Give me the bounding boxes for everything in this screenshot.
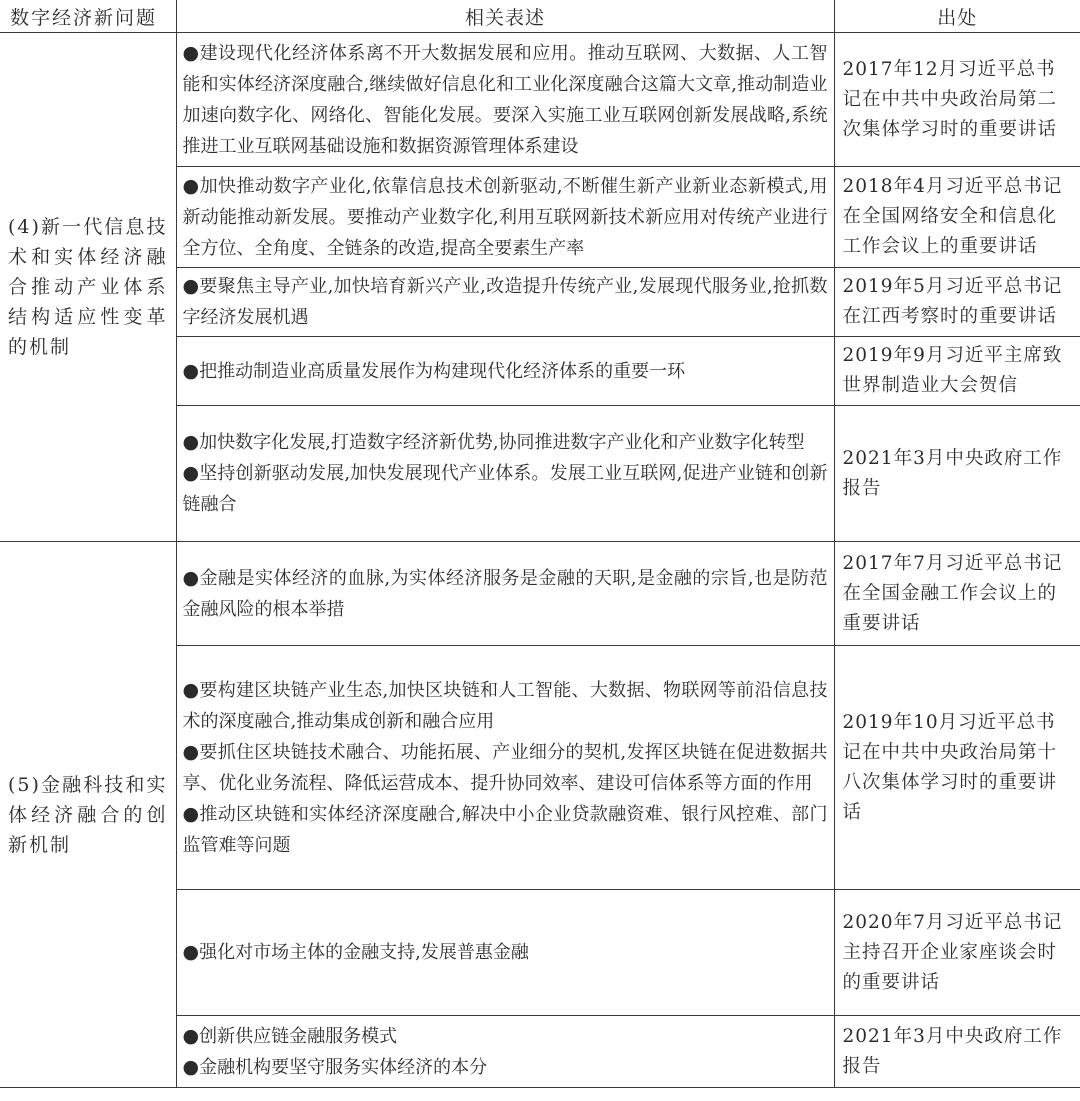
source-cell: 2019年9月习近平主席致世界制造业大会贺信	[834, 337, 1080, 406]
source-cell: 2019年5月习近平总书记在江西考察时的重要讲话	[834, 268, 1080, 337]
header-statement: 相关表述	[176, 0, 834, 33]
bullet-icon: ●	[182, 802, 200, 825]
statement-cell	[176, 890, 834, 1016]
bullet-icon: ●	[182, 1024, 200, 1047]
statement-item: ●加快推动数字产业化,依靠信息技术创新驱动,不断催生新产业新业态新模式,用新动能推动新发展。要推动产业数字化,利用互联网新技术新应用对传统产业进行全方位、全角度、全链条的改造,提高全要素生产率	[182, 174, 828, 259]
bullet-icon: ●	[182, 275, 200, 297]
statement-item: ●把推动制造业高质量发展作为构建现代化经济体系的重要一环	[182, 359, 686, 382]
statement-cell	[176, 542, 834, 646]
statement-item: ●金融是实体经济的血脉,为实体经济服务是金融的天职,是金融的宗旨,也是防范金融风险的根本举措	[182, 566, 828, 620]
source-cell: 2019年10月习近平总书记在中共中央政治局第十八次集体学习时的重要讲话	[834, 646, 1080, 890]
category-label: (5)金融科技和实体经济融合的创新机制	[8, 773, 168, 856]
table-row	[0, 542, 1080, 646]
source-cell: 2017年7月习近平总书记在全国金融工作会议上的重要讲话	[834, 542, 1080, 646]
statement-cell	[176, 268, 834, 337]
statement-cell	[176, 167, 834, 268]
statement-item: ●建设现代化经济体系离不开大数据发展和应用。推动互联网、大数据、人工智能和实体经济深度融合,继续做好信息化和工业化深度融合这篇大文章,推动制造业加速向数字化、网络化、智能化发展。要深入实施工业互联网创新发展战略,系统推进工业互联网基础设施和数据资源管理体系建设	[182, 41, 828, 157]
category-label: (4)新一代信息技术和实体经济融合推动产业体系结构适应性变革的机制	[8, 216, 168, 358]
statement-item: ●强化对市场主体的金融支持,发展普惠金融	[182, 941, 529, 963]
source-cell: 2021年3月中央政府工作报告	[834, 1016, 1080, 1088]
statement-item: ●金融机构要坚守服务实体经济的本分	[182, 1055, 488, 1078]
bullet-icon: ●	[182, 174, 200, 197]
statement-cell	[176, 337, 834, 406]
category-cell	[0, 542, 176, 1088]
statement-item: ●推动区块链和实体经济深度融合,解决中小企业贷款融资难、银行风控难、部门监管难等问题	[182, 802, 828, 856]
statement-item: ●要聚焦主导产业,加快培育新兴产业,改造提升传统产业,发展现代服务业,抢抓数字经济发展机遇	[182, 275, 828, 328]
source-cell: 2018年4月习近平总书记在全国网络安全和信息化工作会议上的重要讲话	[834, 167, 1080, 268]
category-cell	[0, 33, 176, 542]
statement-item: ●创新供应链金融服务模式	[182, 1024, 398, 1047]
header-source: 出处	[834, 0, 1080, 33]
statement-item: ●要构建区块链产业生态,加快区块链和人工智能、大数据、物联网等前沿信息技术的深度融合,推动集成创新和融合应用	[182, 678, 828, 732]
source-cell: 2017年12月习近平总书记在中共中央政治局第二次集体学习时的重要讲话	[834, 33, 1080, 167]
statement-item: ●坚持创新驱动发展,加快发展现代产业体系。发展工业互联网,促进产业链和创新链融合	[182, 462, 828, 515]
bullet-icon: ●	[182, 678, 200, 701]
header-row	[0, 0, 1080, 33]
bullet-icon: ●	[182, 359, 200, 382]
table-row	[0, 33, 1080, 167]
statement-cell	[176, 406, 834, 542]
statement-item: ●加快数字化发展,打造数字经济新优势,协同推进数字产业化和产业数字化转型	[182, 431, 805, 453]
statement-cell	[176, 1016, 834, 1088]
source-cell: 2020年7月习近平总书记主持召开企业家座谈会时的重要讲话	[834, 890, 1080, 1016]
statement-cell	[176, 646, 834, 890]
bullet-icon: ●	[182, 740, 200, 763]
bullet-icon: ●	[182, 566, 200, 589]
source-cell: 2021年3月中央政府工作报告	[834, 406, 1080, 542]
statement-cell	[176, 33, 834, 167]
header-issue: 数字经济新问题	[0, 0, 176, 33]
statement-item: ●要抓住区块链技术融合、功能拓展、产业细分的契机,发挥区块链在促进数据共享、优化业务流程、降低运营成本、提升协同效率、建设可信体系等方面的作用	[182, 740, 828, 794]
bullet-icon: ●	[182, 462, 200, 484]
bullet-icon: ●	[182, 41, 200, 64]
bullet-icon: ●	[182, 1055, 200, 1078]
bullet-icon: ●	[182, 941, 200, 963]
bullet-icon: ●	[182, 431, 200, 453]
